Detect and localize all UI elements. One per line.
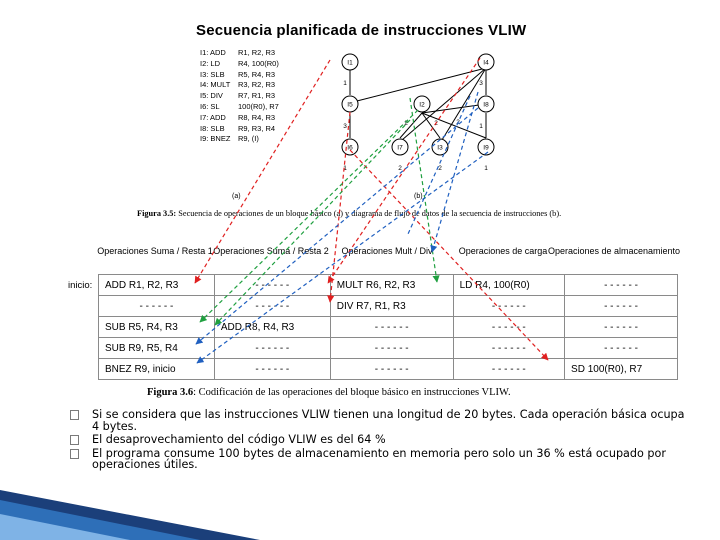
edge-label: 3 [479, 80, 483, 87]
instruction-row: I9: BNEZ R9, (I) [200, 134, 259, 144]
table-cell: - - - - - - [330, 317, 453, 338]
table-cell: MULT R6, R2, R3 [330, 275, 453, 296]
instruction-row: I7: ADD R8, R4, R3 [200, 112, 276, 122]
graph-node-label: I9 [483, 144, 489, 152]
header-load: Operaciones de carga [458, 246, 548, 256]
bullet-box-icon [70, 435, 79, 445]
edge-label: 1 [484, 165, 488, 172]
table-cell: - - - - - - [214, 275, 330, 296]
edge-label: 2 [456, 119, 460, 126]
table-cell: - - - - - - [330, 338, 453, 359]
slide-title: Secuencia planificada de instrucciones VLIW [196, 22, 527, 39]
table-cell: - - - - - - [330, 359, 453, 380]
edge-label: 2 [434, 120, 438, 127]
table-cell: SUB R5, R4, R3 [99, 317, 215, 338]
bullet-item: Si se considera que las instrucciones VLIW tienen una longitud de 20 bytes. Cada operación básica ocupa 4 bytes. [70, 409, 690, 432]
graph-node-label: I7 [397, 144, 403, 152]
table-headers [95, 246, 681, 274]
instruction-row: I2: LD R4, 100(R0) [200, 58, 279, 68]
edge-label: 3 [343, 123, 347, 130]
edge-label: 1 [479, 123, 483, 130]
table-cell: LD R4, 100(R0) [453, 275, 564, 296]
dependency-graph [330, 48, 510, 198]
table-cell: - - - - - - [565, 296, 678, 317]
instruction-row: I5: DIV R7, R1, R3 [200, 91, 276, 101]
graph-node-label: I3 [437, 144, 443, 152]
graph-node-label: I8 [483, 101, 489, 109]
graph-node-label: I6 [347, 144, 353, 152]
table-cell: - - - - - - [565, 275, 678, 296]
edge-label: 2 [438, 165, 442, 172]
table-cell: - - - - - - [453, 359, 564, 380]
edge-label: 2 [398, 165, 402, 172]
graph-node-label: I5 [347, 101, 353, 109]
table-row [99, 296, 678, 317]
vliw-table [98, 274, 678, 380]
instruction-row: I8: SLB R9, R3, R4 [200, 123, 276, 133]
graph-node-label: I2 [419, 101, 425, 109]
bullet-item: El desaprovechamiento del código VLIW es del 64 % [70, 434, 690, 446]
table-cell: - - - - - - [214, 338, 330, 359]
instruction-row: I1: ADD R1, R2, R3 [200, 48, 276, 57]
instruction-list [200, 48, 279, 145]
table-row [99, 338, 678, 359]
table-cell: - - - - - - [453, 296, 564, 317]
instruction-row: I3: SLB R5, R4, R3 [200, 69, 276, 79]
table-cell: SUB R9, R5, R4 [99, 338, 215, 359]
table-cell: - - - - - - [565, 317, 678, 338]
instruction-row: I4: MULT R3, R2, R3 [200, 80, 276, 90]
row-label-inicio: inicio: [68, 280, 93, 291]
table-cell: BNEZ R9, inicio [99, 359, 215, 380]
edge-label: 2 [404, 120, 408, 127]
edge-label: 1 [343, 80, 347, 87]
table-cell: - - - - - - [453, 338, 564, 359]
graph-node-label: I4 [483, 59, 489, 67]
figure-label-b: (b) [414, 193, 423, 200]
figure-label-a: (a) [232, 193, 241, 200]
bullet-list [70, 409, 690, 473]
table-row [99, 359, 678, 380]
table-cell: - - - - - - [214, 296, 330, 317]
table-row [99, 317, 678, 338]
figure-3-6-caption: Figura 3.6: Codificación de las operaciones del bloque básico en instrucciones VLIW. [147, 387, 511, 398]
header-add-sub-1: Operaciones Suma / Resta 1 [97, 246, 213, 256]
graph-node-label: I1 [347, 59, 353, 67]
table-cell: - - - - - - [99, 296, 215, 317]
table-cell: - - - - - - [565, 338, 678, 359]
table-cell: - - - - - - [453, 317, 564, 338]
bullet-box-icon [70, 449, 79, 459]
table-cell: ADD R1, R2, R3 [99, 275, 215, 296]
edge-label: 1 [343, 165, 347, 172]
instruction-row: I6: SL 100(R0), R7 [200, 101, 279, 111]
table-cell: - - - - - - [214, 359, 330, 380]
header-mult-div: Operaciones Mult / Div [341, 246, 433, 256]
figure-3-5-caption: Figura 3.5: Secuencia de operaciones de un bloque básico (a) y diagrama de flujo de datos de la secuencia de instrucciones (b). [137, 209, 562, 218]
table-row [99, 275, 678, 296]
header-add-sub-2: Operaciones Suma / Resta 2 [213, 246, 329, 256]
header-store: Operaciones de almacenamiento [547, 246, 681, 256]
corner-wedge-decoration [0, 490, 260, 540]
table-cell: SD 100(R0), R7 [565, 359, 678, 380]
table-cell: ADD R8, R4, R3 [214, 317, 330, 338]
table-cell: DIV R7, R1, R3 [330, 296, 453, 317]
bullet-box-icon [70, 410, 79, 420]
bullet-item: El programa consume 100 bytes de almacenamiento en memoria pero solo un 36 % está ocupado por operaciones útiles. [70, 448, 690, 471]
